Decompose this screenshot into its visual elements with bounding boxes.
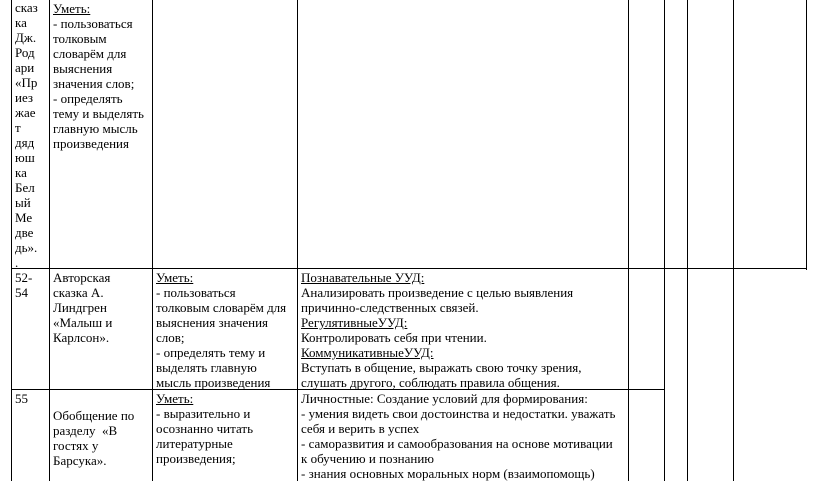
skills-line: - выразительно и	[156, 406, 251, 421]
lesson-number-cell	[15, 270, 49, 300]
skills-line: главную мысль	[53, 121, 138, 136]
lesson-number-cell	[15, 391, 49, 406]
title-line: .	[15, 255, 19, 270]
lesson-number: 55	[15, 391, 28, 406]
title-line: Карлсон».	[53, 330, 110, 345]
table-row	[11, 390, 807, 481]
skills-line: произведения;	[156, 451, 236, 466]
title-line: «Пр	[15, 75, 38, 90]
uud-line: Личностные: Создание условий для формирования:	[301, 391, 588, 406]
uud-line: слушать другого, соблюдать правила общения.	[301, 375, 560, 390]
skills-line: мысль произведения	[156, 375, 271, 390]
uud-line: Контролировать себя при чтении.	[301, 330, 487, 345]
skills-cell	[156, 270, 296, 390]
title-line: Род	[15, 45, 35, 60]
title-line: Дж.	[15, 30, 37, 45]
lesson-number: 54	[15, 285, 28, 300]
skills-line: толковым словарём для	[156, 300, 287, 315]
title-line: Барсука».	[53, 453, 107, 468]
uud-heading-communicative: КоммуникативныеУУД:	[301, 345, 434, 360]
title-line: дяд	[15, 135, 35, 150]
title-line: ка	[15, 15, 27, 30]
lesson-title-cell	[53, 270, 153, 345]
title-line: дь».	[15, 240, 38, 255]
skills-line: - определять тему и	[156, 345, 266, 360]
personal-uud-cell	[301, 391, 636, 481]
uud-line: причинно-следственных связей.	[301, 300, 479, 315]
title-line: разделу «В	[53, 423, 118, 438]
skills-heading: Уметь:	[156, 391, 194, 406]
title-line: Линдгрен	[53, 300, 107, 315]
skills-heading: Уметь:	[53, 1, 91, 16]
uud-line: Вступать в общение, выражать свою точку зрения,	[301, 360, 582, 375]
title-line: ари	[15, 60, 35, 75]
uud-line: к обучению и познанию	[301, 451, 435, 466]
lesson-number: 52-	[15, 270, 33, 285]
skills-line: - определять	[53, 91, 123, 106]
title-line: ка	[15, 165, 27, 180]
skills-line: выяснения значения	[156, 315, 269, 330]
title-line: Ме	[15, 210, 33, 225]
skills-line: тему и выделять	[53, 106, 144, 121]
title-line: «Малыш и	[53, 315, 113, 330]
uud-line: - знания основных моральных норм (взаимопомощь)	[301, 466, 595, 481]
title-line: жае	[15, 105, 36, 120]
skills-cell	[53, 1, 153, 151]
uud-heading-regulatory: РегулятивныеУУД:	[301, 315, 408, 330]
skills-line: словарём для	[53, 46, 127, 61]
title-line: Авторская	[53, 270, 111, 285]
title-line: Бел	[15, 180, 35, 195]
uud-line: - умения видеть свои достоинства и недостатки. уважать	[301, 406, 616, 421]
title-line: две	[15, 225, 34, 240]
title-line: т	[15, 120, 21, 135]
skills-line: выяснения	[53, 61, 113, 76]
skills-line: толковым	[53, 31, 107, 46]
skills-cell	[156, 391, 296, 466]
table-row	[11, 0, 807, 268]
skills-line: слов;	[156, 330, 185, 345]
title-line: гостях у	[53, 438, 99, 453]
title-line: сказ	[15, 0, 38, 15]
skills-line: - пользоваться	[53, 16, 133, 31]
skills-line: - пользоваться	[156, 285, 236, 300]
skills-line: литературные	[156, 436, 233, 451]
title-line: сказка А.	[53, 285, 104, 300]
uud-cell	[301, 270, 626, 390]
title-line: Обобщение по	[53, 408, 135, 423]
title-line: ый	[15, 195, 31, 210]
uud-heading-cognitive: Познавательные УУД:	[301, 270, 425, 285]
table-row	[11, 269, 807, 389]
lesson-title-cell	[53, 408, 153, 468]
skills-heading: Уметь:	[156, 270, 194, 285]
uud-line: - саморазвития и самообразования на основе мотивации	[301, 436, 613, 451]
skills-line: значения слов;	[53, 76, 135, 91]
skills-line: выделять главную	[156, 360, 257, 375]
skills-line: произведения	[53, 136, 129, 151]
title-line: юш	[15, 150, 35, 165]
uud-line: Анализировать произведение с целью выявления	[301, 285, 574, 300]
skills-line: осознанно читать	[156, 421, 253, 436]
title-line: иез	[15, 90, 34, 105]
uud-line: себя и верить в успех	[301, 421, 420, 436]
lesson-title-cell	[15, 0, 51, 270]
